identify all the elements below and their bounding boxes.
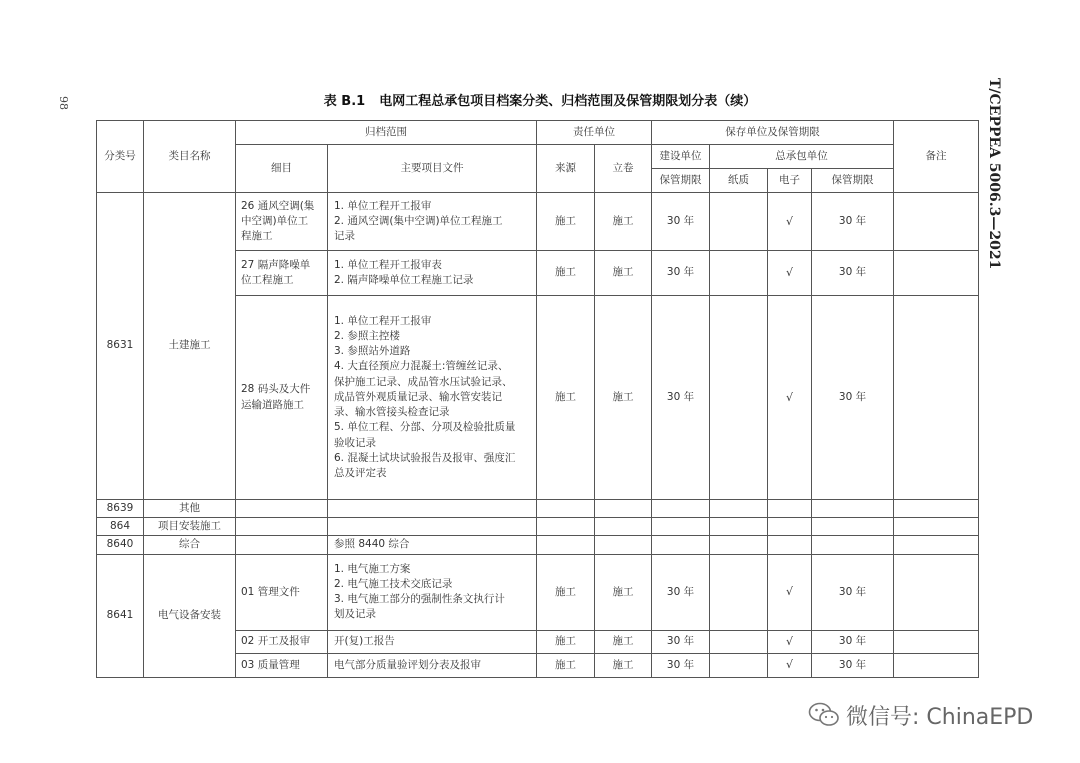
- source-cell: 施工: [537, 630, 595, 653]
- file-line: 划及记录: [334, 608, 376, 621]
- header-build-period: 保管期限: [652, 169, 710, 193]
- page-number: 98: [57, 96, 70, 110]
- file-line: 2. 参照主控楼: [334, 330, 400, 343]
- contractor-period-cell: 30 年: [812, 251, 894, 296]
- files-cell: 参照 8440 综合: [328, 536, 537, 554]
- files-cell: 开(复)工报告: [328, 630, 537, 653]
- build-period-cell: 30 年: [652, 193, 710, 251]
- table-title: [0, 90, 1080, 109]
- file-line: 4. 大直径预应力混凝土:管缠丝记录、: [334, 360, 509, 373]
- standard-code: T/CEPPEA 5006.3—2021: [986, 78, 1002, 270]
- detail-line: 26 通风空调(集: [241, 199, 315, 212]
- files-cell: [328, 554, 537, 630]
- contractor-period-cell: 30 年: [812, 554, 894, 630]
- file-line: 2. 通风空调(集中空调)单位工程施工: [334, 214, 503, 227]
- table-row: [97, 554, 979, 630]
- source-cell: 施工: [537, 251, 595, 296]
- file-line: 验收记录: [334, 436, 376, 449]
- header-row-1: [97, 121, 979, 145]
- category-name-8641: 电气设备安装: [144, 554, 236, 677]
- paper-cell: [710, 251, 768, 296]
- table-row: [97, 193, 979, 251]
- header-contractor: 总承包单位: [710, 145, 894, 169]
- header-electronic: 电子: [768, 169, 812, 193]
- archive-table: [96, 120, 979, 678]
- category-code-8641: 8641: [97, 554, 144, 677]
- source-cell: 施工: [537, 554, 595, 630]
- paper-cell: [710, 554, 768, 630]
- header-contractor-period: 保管期限: [812, 169, 894, 193]
- category-name-8639: 其他: [144, 500, 236, 518]
- watermark: [808, 700, 1033, 730]
- file-line: 6. 混凝土试块试验报告及报审、强度汇: [334, 451, 516, 464]
- file-line: 1. 单位工程开工报审表: [334, 258, 442, 271]
- detail-cell: [236, 296, 328, 500]
- header-archive-scope: 归档范围: [236, 121, 537, 145]
- detail-cell: 01 管理文件: [236, 554, 328, 630]
- build-period-cell: 30 年: [652, 251, 710, 296]
- electronic-check: √: [768, 296, 812, 500]
- filing-cell: 施工: [595, 193, 652, 251]
- build-period-cell: 30 年: [652, 296, 710, 500]
- category-name-864: 项目安装施工: [144, 518, 236, 536]
- files-cell: [328, 296, 537, 500]
- files-cell: [328, 251, 537, 296]
- category-code-8640: 8640: [97, 536, 144, 554]
- header-responsible: 责任单位: [537, 121, 652, 145]
- filing-cell: 施工: [595, 296, 652, 500]
- file-line: 3. 电气施工部分的强制性条文执行计: [334, 593, 505, 606]
- file-line: 成品管外观质量记录、输水管安装记: [334, 390, 502, 403]
- contractor-period-cell: 30 年: [812, 193, 894, 251]
- wechat-icon: [808, 701, 840, 729]
- file-line: 3. 参照站外道路: [334, 345, 411, 358]
- header-source: 来源: [537, 145, 595, 193]
- file-line: 记录: [334, 230, 355, 243]
- detail-line: 运输道路施工: [241, 398, 304, 411]
- header-category-no: 分类号: [97, 121, 144, 193]
- header-paper: 纸质: [710, 169, 768, 193]
- electronic-check: √: [768, 653, 812, 677]
- file-line: 5. 单位工程、分部、分项及检验批质量: [334, 421, 516, 434]
- table-row: [97, 536, 979, 554]
- electronic-check: √: [768, 193, 812, 251]
- filing-cell: 施工: [595, 630, 652, 653]
- detail-line: 28 码头及大件: [241, 383, 311, 396]
- paper-cell: [710, 630, 768, 653]
- source-cell: 施工: [537, 296, 595, 500]
- category-name-8631: 土建施工: [144, 193, 236, 500]
- table-row: [97, 500, 979, 518]
- electronic-check: √: [768, 630, 812, 653]
- filing-cell: 施工: [595, 251, 652, 296]
- remarks-cell: [894, 653, 979, 677]
- header-category-name: 类目名称: [144, 121, 236, 193]
- remarks-cell: [894, 251, 979, 296]
- category-code-8631: 8631: [97, 193, 144, 500]
- file-line: 保护施工记录、成品管水压试验记录、: [334, 375, 513, 388]
- detail-line: 位工程施工: [241, 274, 294, 286]
- detail-cell: 03 质量管理: [236, 653, 328, 677]
- build-period-cell: 30 年: [652, 653, 710, 677]
- file-line: 2. 隔声降噪单位工程施工记录: [334, 274, 474, 286]
- detail-line: 27 隔声降噪单: [241, 258, 311, 271]
- files-cell: 电气部分质量验评划分表及报审: [328, 653, 537, 677]
- category-code-8639: 8639: [97, 500, 144, 518]
- electronic-check: √: [768, 251, 812, 296]
- header-main-files: 主要项目文件: [328, 145, 537, 193]
- build-period-cell: 30 年: [652, 554, 710, 630]
- detail-cell: [236, 251, 328, 296]
- category-name-8640: 综合: [144, 536, 236, 554]
- watermark-text: 微信号: ChinaEPD: [846, 704, 1034, 730]
- source-cell: 施工: [537, 193, 595, 251]
- category-code-864: 864: [97, 518, 144, 536]
- detail-line: 中空调)单位工: [241, 214, 309, 227]
- file-line: 1. 单位工程开工报审: [334, 314, 432, 327]
- filing-cell: 施工: [595, 653, 652, 677]
- header-build-unit: 建设单位: [652, 145, 710, 169]
- table-title-text: 电网工程总承包项目档案分类、归档范围及保管期限划分表（续）: [379, 94, 757, 109]
- filing-cell: 施工: [595, 554, 652, 630]
- paper-cell: [710, 653, 768, 677]
- paper-cell: [710, 296, 768, 500]
- table-row: [97, 518, 979, 536]
- contractor-period-cell: 30 年: [812, 653, 894, 677]
- detail-cell: 02 开工及报审: [236, 630, 328, 653]
- header-remarks: 备注: [894, 121, 979, 193]
- detail-cell: [236, 193, 328, 251]
- header-detail: 细目: [236, 145, 328, 193]
- table-number: 表 B.1: [323, 94, 366, 109]
- electronic-check: √: [768, 554, 812, 630]
- remarks-cell: [894, 193, 979, 251]
- file-line: 1. 电气施工方案: [334, 562, 411, 575]
- remarks-cell: [894, 630, 979, 653]
- source-cell: 施工: [537, 653, 595, 677]
- remarks-cell: [894, 554, 979, 630]
- header-retention-group: 保存单位及保管期限: [652, 121, 894, 145]
- paper-cell: [710, 193, 768, 251]
- file-line: 2. 电气施工技术交底记录: [334, 577, 453, 590]
- detail-line: 程施工: [241, 230, 273, 243]
- contractor-period-cell: 30 年: [812, 296, 894, 500]
- files-cell: [328, 193, 537, 251]
- remarks-cell: [894, 296, 979, 500]
- file-line: 总及评定表: [334, 466, 387, 479]
- build-period-cell: 30 年: [652, 630, 710, 653]
- contractor-period-cell: 30 年: [812, 630, 894, 653]
- file-line: 录、输水管接头检查记录: [334, 406, 450, 419]
- header-filing: 立卷: [595, 145, 652, 193]
- file-line: 1. 单位工程开工报审: [334, 199, 432, 212]
